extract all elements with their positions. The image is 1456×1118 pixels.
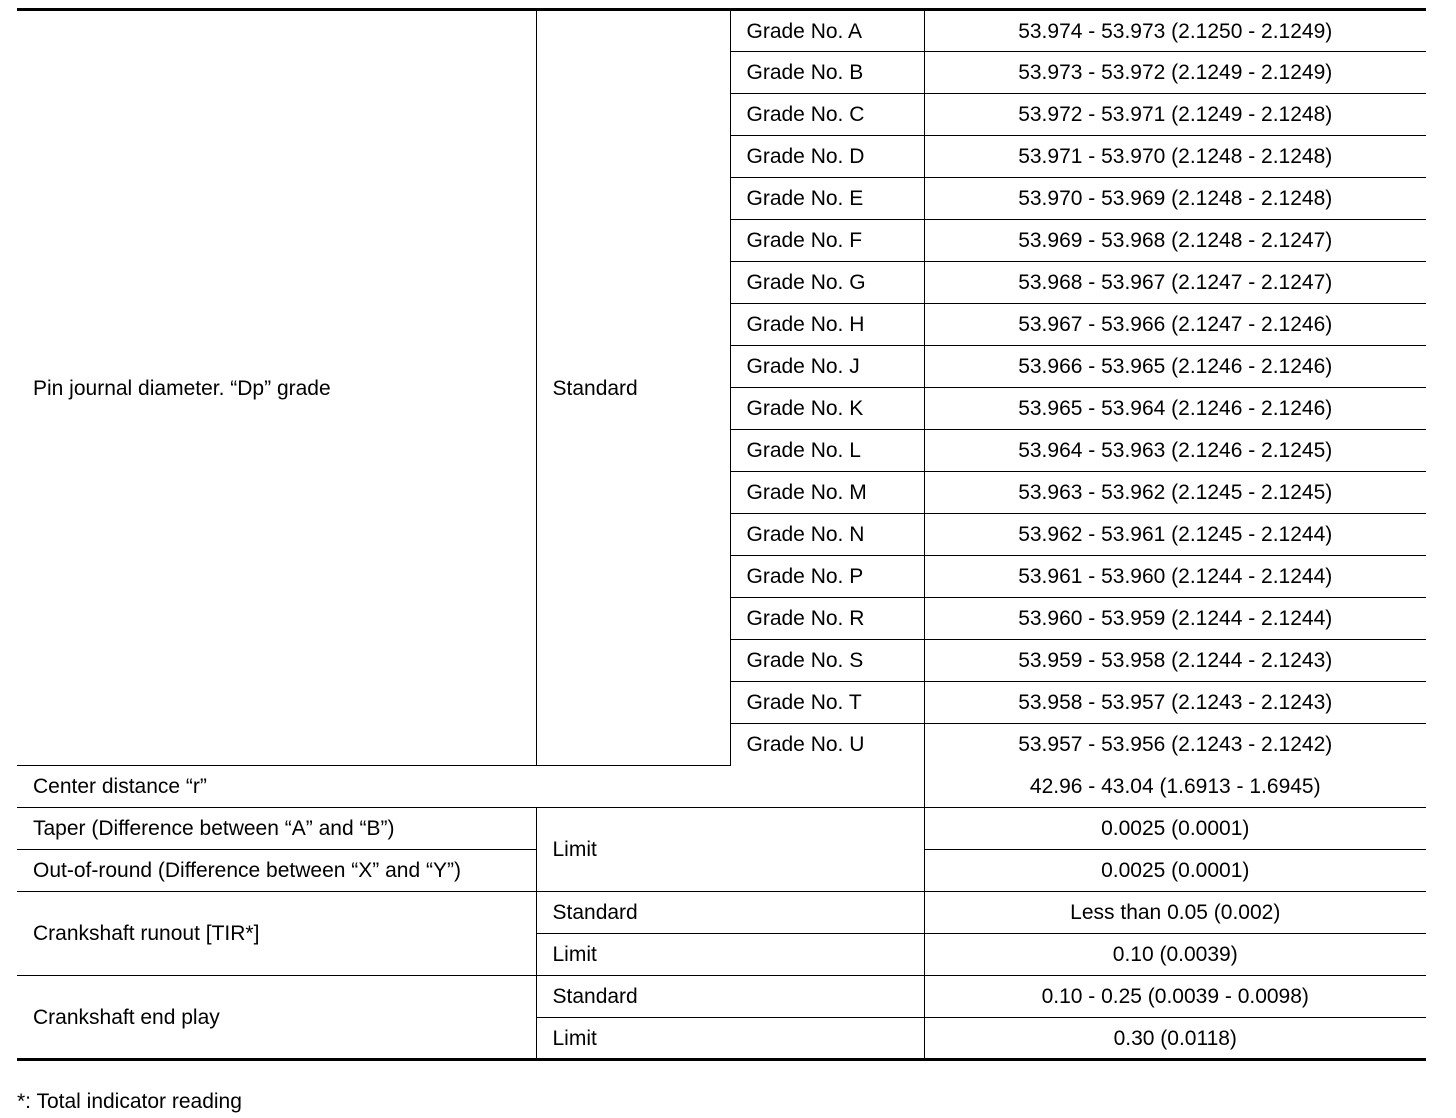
- grade-label: Grade No. C: [730, 94, 924, 136]
- grade-label: Grade No. E: [730, 178, 924, 220]
- center-distance-value: 42.96 - 43.04 (1.6913 - 1.6945): [924, 766, 1426, 808]
- grade-label: Grade No. D: [730, 136, 924, 178]
- grade-label: Grade No. T: [730, 682, 924, 724]
- table-row: [17, 766, 1426, 808]
- grade-label: Grade No. S: [730, 640, 924, 682]
- grade-value: 53.967 - 53.966 (2.1247 - 2.1246): [924, 304, 1426, 346]
- grade-value: 53.971 - 53.970 (2.1248 - 2.1248): [924, 136, 1426, 178]
- grade-label: Grade No. J: [730, 346, 924, 388]
- grade-label: Grade No. N: [730, 514, 924, 556]
- end-play-limit-value: 0.30 (0.0118): [924, 1018, 1426, 1060]
- runout-item-label: Crankshaft runout [TIR*]: [17, 892, 536, 976]
- out-of-round-value: 0.0025 (0.0001): [924, 850, 1426, 892]
- end-play-item-label: Crankshaft end play: [17, 976, 536, 1060]
- grade-label: Grade No. K: [730, 388, 924, 430]
- taper-item-label: Taper (Difference between “A” and “B”): [17, 808, 536, 850]
- table-row: [17, 892, 1426, 934]
- table-row: [17, 10, 1426, 52]
- taper-value: 0.0025 (0.0001): [924, 808, 1426, 850]
- grade-label: Grade No. H: [730, 304, 924, 346]
- table-row: [17, 808, 1426, 850]
- grade-value: 53.961 - 53.960 (2.1244 - 2.1244): [924, 556, 1426, 598]
- grade-value: 53.972 - 53.971 (2.1249 - 2.1248): [924, 94, 1426, 136]
- grade-value: 53.970 - 53.969 (2.1248 - 2.1248): [924, 178, 1426, 220]
- grade-value: 53.965 - 53.964 (2.1246 - 2.1246): [924, 388, 1426, 430]
- taper-oor-condition-label: Limit: [536, 808, 924, 892]
- runout-limit-label: Limit: [536, 934, 924, 976]
- grade-label: Grade No. U: [730, 724, 924, 766]
- grade-label: Grade No. B: [730, 52, 924, 94]
- grade-label: Grade No. F: [730, 220, 924, 262]
- end-play-standard-value: 0.10 - 0.25 (0.0039 - 0.0098): [924, 976, 1426, 1018]
- grade-label: Grade No. R: [730, 598, 924, 640]
- runout-standard-label: Standard: [536, 892, 924, 934]
- grade-value: 53.957 - 53.956 (2.1243 - 2.1242): [924, 724, 1426, 766]
- runout-standard-value: Less than 0.05 (0.002): [924, 892, 1426, 934]
- end-play-limit-label: Limit: [536, 1018, 924, 1060]
- grade-label: Grade No. M: [730, 472, 924, 514]
- grade-label: Grade No. G: [730, 262, 924, 304]
- end-play-standard-label: Standard: [536, 976, 924, 1018]
- grade-value: 53.974 - 53.973 (2.1250 - 2.1249): [924, 10, 1426, 52]
- grade-value: 53.963 - 53.962 (2.1245 - 2.1245): [924, 472, 1426, 514]
- grade-value: 53.960 - 53.959 (2.1244 - 2.1244): [924, 598, 1426, 640]
- footnote: *: Total indicator reading: [17, 1090, 242, 1113]
- out-of-round-item-label: Out-of-round (Difference between “X” and “Y”): [17, 850, 536, 892]
- runout-limit-value: 0.10 (0.0039): [924, 934, 1426, 976]
- table-row: [17, 976, 1426, 1018]
- grade-value: 53.973 - 53.972 (2.1249 - 2.1249): [924, 52, 1426, 94]
- grade-label: Grade No. L: [730, 430, 924, 472]
- grade-value: 53.969 - 53.968 (2.1248 - 2.1247): [924, 220, 1426, 262]
- pin-journal-condition-label: Standard: [536, 10, 730, 766]
- grade-value: 53.966 - 53.965 (2.1246 - 2.1246): [924, 346, 1426, 388]
- grade-value: 53.959 - 53.958 (2.1244 - 2.1243): [924, 640, 1426, 682]
- grade-value: 53.962 - 53.961 (2.1245 - 2.1244): [924, 514, 1426, 556]
- grade-label: Grade No. P: [730, 556, 924, 598]
- crankshaft-spec-table: [17, 8, 1426, 1061]
- grade-value: 53.958 - 53.957 (2.1243 - 2.1243): [924, 682, 1426, 724]
- grade-value: 53.968 - 53.967 (2.1247 - 2.1247): [924, 262, 1426, 304]
- grade-value: 53.964 - 53.963 (2.1246 - 2.1245): [924, 430, 1426, 472]
- pin-journal-item-label: Pin journal diameter. “Dp” grade: [17, 10, 536, 766]
- center-distance-item-label: Center distance “r”: [17, 766, 924, 808]
- grade-label: Grade No. A: [730, 10, 924, 52]
